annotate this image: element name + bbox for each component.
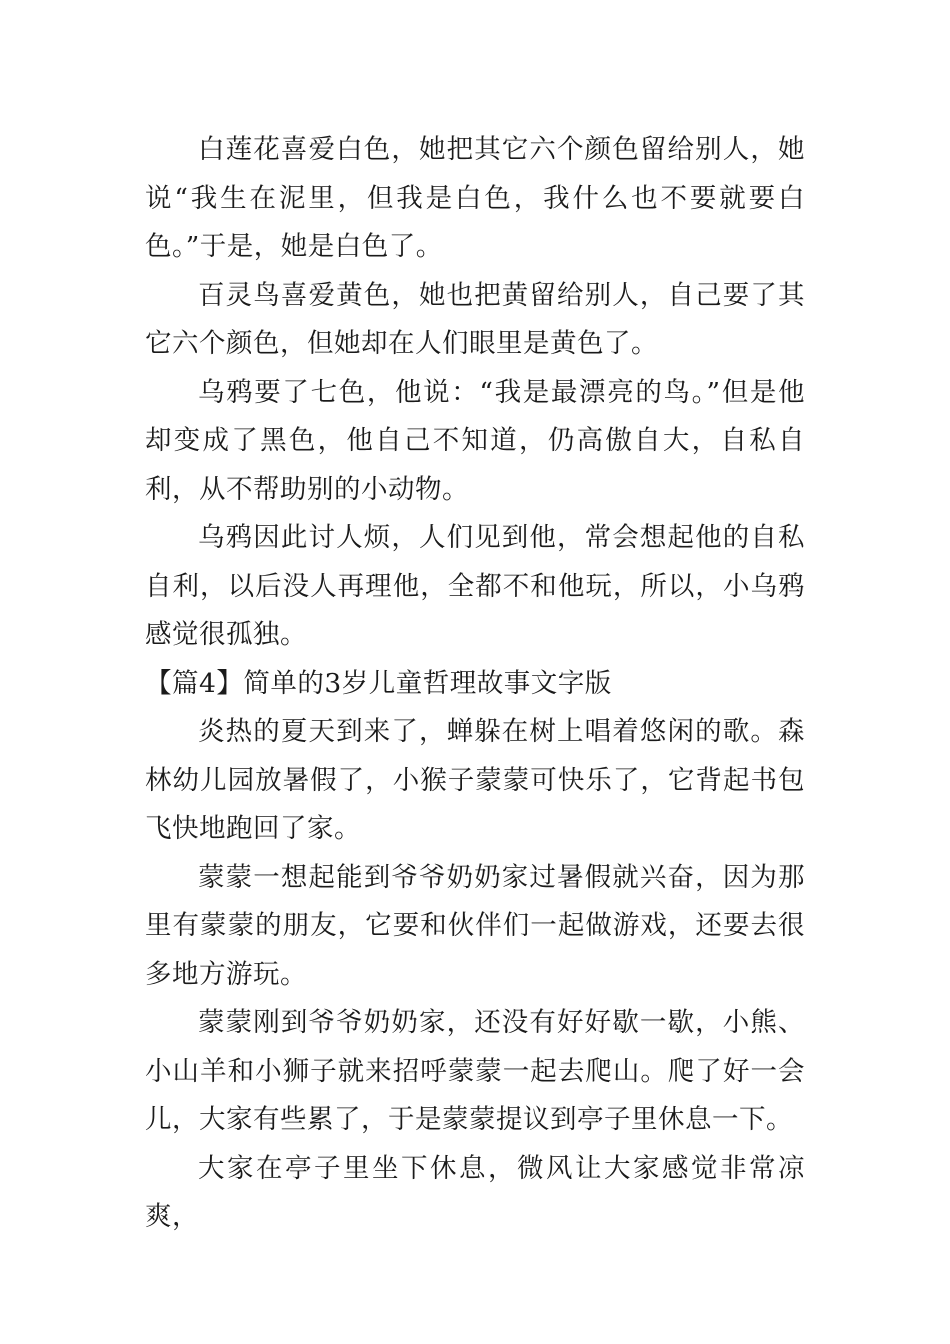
section-heading: 【篇4】简单的3岁儿童哲理故事文字版 [145, 667, 612, 699]
paragraph-crow-seven-colors: 乌鸦要了七色，他说：“我是最漂亮的鸟。”但是他却变成了黑色，他自己不知道，仍高傲自大，自私自利，从不帮助别的小动物。 [145, 376, 805, 505]
paragraph-pavilion-rest: 大家在亭子里坐下休息，微风让大家感觉非常凉爽， [145, 1152, 805, 1232]
paragraph-climb-mountain: 蒙蒙刚到爷爷奶奶家，还没有好好歇一歇，小熊、小山羊和小狮子就来招呼蒙蒙一起去爬山。爬了好一会儿，大家有些累了，于是蒙蒙提议到亭子里休息一下。 [145, 1007, 805, 1135]
document-page [145, 126, 805, 1242]
paragraph-lark: 百灵鸟喜爱黄色，她也把黄留给别人，自己要了其它六个颜色，但她却在人们眼里是黄色了。 [145, 279, 805, 359]
paragraph-summer-vacation: 炎热的夏天到来了，蝉躲在树上唱着悠闲的歌。森林幼儿园放暑假了，小猴子蒙蒙可快乐了，它背起书包飞快地跑回了家。 [145, 716, 805, 844]
paragraph-grandparents-home: 蒙蒙一想起能到爷爷奶奶家过暑假就兴奋，因为那里有蒙蒙的朋友，它要和伙伴们一起做游戏，还要去很多地方游玩。 [145, 861, 805, 990]
paragraph-crow-lonely: 乌鸦因此讨人烦，人们见到他，常会想起他的自私自利，以后没人再理他，全都不和他玩，所以，小乌鸦感觉很孤独。 [145, 522, 805, 650]
paragraph-white-lotus: 白莲花喜爱白色，她把其它六个颜色留给别人，她说“我生在泥里，但我是白色，我什么也不要就要白色。”于是，她是白色了。 [145, 134, 805, 262]
